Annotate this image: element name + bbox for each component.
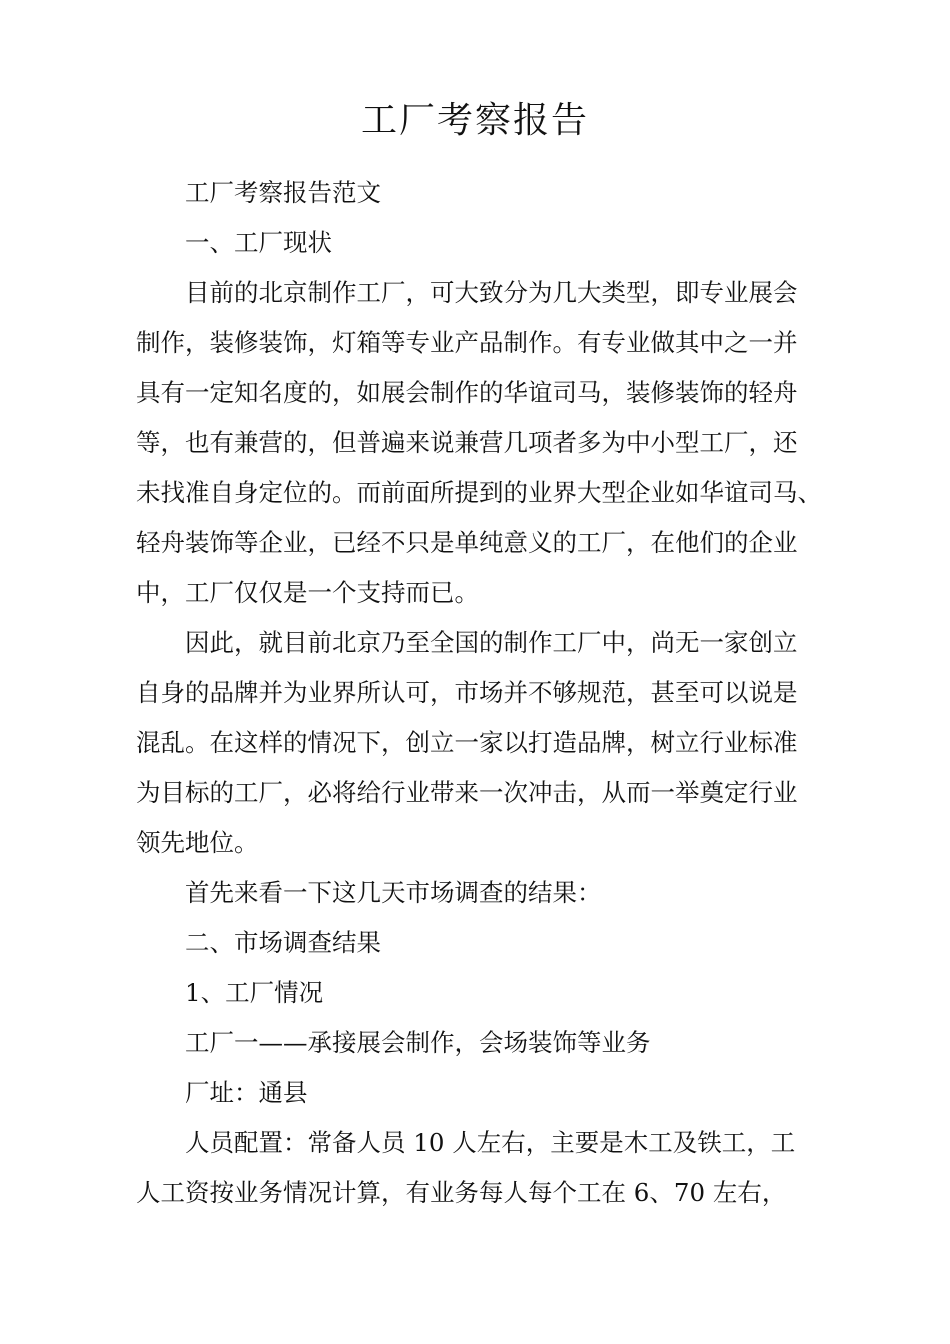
text-line: 具有一定知名度的，如展会制作的华谊司马，装修装饰的轻舟 [136,378,798,407]
text-line: 中，工厂仅仅是一个支持而已。 [136,578,479,607]
text-line: 自身的品牌并为业界所认可，市场并不够规范，甚至可以说是 [136,678,798,707]
factory-one-title [136,1018,836,1068]
text-line: 目前的北京制作工厂，可大致分为几大类型，即专业展会 [185,278,798,307]
text-line: 首先来看一下这几天市场调查的结果： [185,878,602,907]
section-heading-2 [136,918,836,968]
text-line: 领先地位。 [136,828,259,857]
factory-address [136,1068,836,1118]
paragraph-current-status [136,268,836,618]
text-line: 厂址：通县 [185,1078,308,1107]
text-line: 混乱。在这样的情况下，创立一家以打造品牌，树立行业标准 [136,728,798,757]
text-line: 一、工厂现状 [185,228,332,257]
text-line: 因此，就目前北京乃至全国的制作工厂中，尚无一家创立 [185,628,798,657]
factory-staffing [136,1118,836,1218]
paragraph-conclusion [136,618,836,868]
text-line: 工厂一——承接展会制作，会场装饰等业务 [185,1028,651,1057]
section-heading-1 [136,218,836,268]
text-line: 二、市场调查结果 [185,928,381,957]
text-line: 1、工厂情况 [185,978,324,1007]
paragraph-subtitle [136,168,836,218]
text-line: 人工资按业务情况计算，有业务每人每个工在 6、70 左右， [136,1178,787,1207]
document-title: 工厂考察报告 [360,100,589,141]
text-line: 等，也有兼营的，但普遍来说兼营几项者多为中小型工厂，还 [136,428,798,457]
text-line: 工厂考察报告范文 [185,178,381,207]
paragraph-intro-survey [136,868,836,918]
text-line: 轻舟装饰等企业，已经不只是单纯意义的工厂，在他们的企业 [136,528,798,557]
subsection-heading-1 [136,968,836,1018]
text-line: 人员配置：常备人员 10 人左右，主要是木工及铁工，工 [185,1128,796,1157]
text-line: 为目标的工厂，必将给行业带来一次冲击，从而一举奠定行业 [136,778,798,807]
text-line: 制作，装修装饰，灯箱等专业产品制作。有专业做其中之一并 [136,328,798,357]
text-line: 未找准自身定位的。而前面所提到的业界大型企业如华谊司马、 [136,478,822,507]
document-body [136,168,836,1218]
